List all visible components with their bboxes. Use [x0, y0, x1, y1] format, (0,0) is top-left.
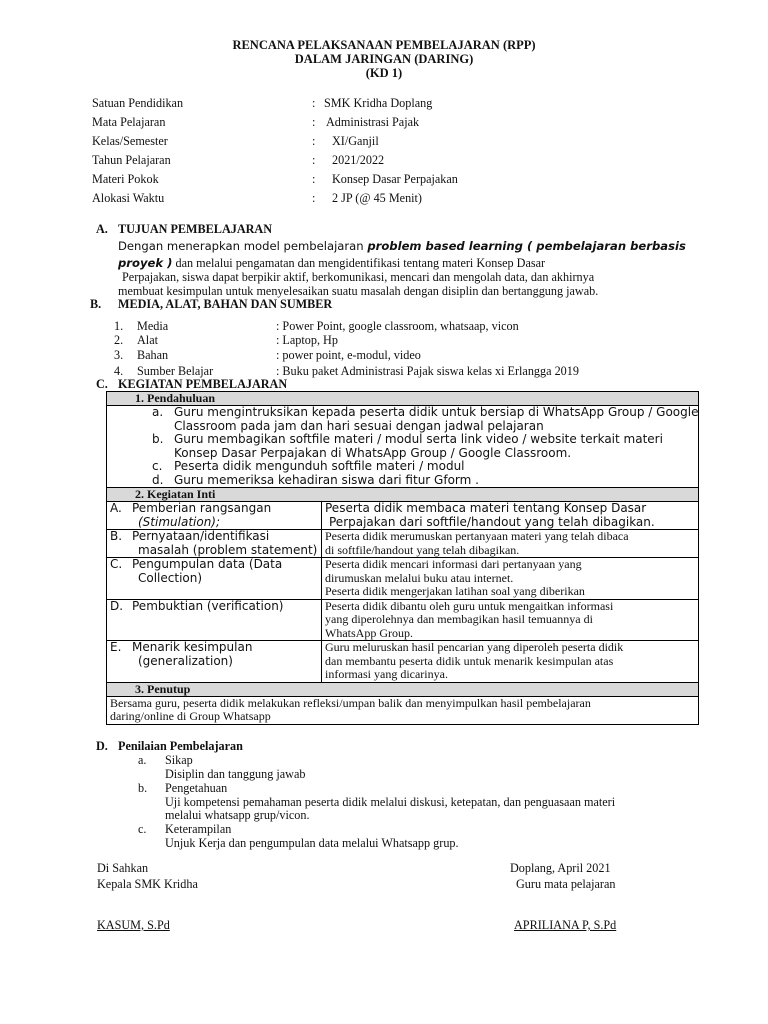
- table-row: [107, 502, 699, 530]
- section-a-text: dan melalui pengamatan dan mengidentifikasi tentang materi Konsep Dasar: [172, 256, 546, 270]
- identity-value: 2021/2022: [332, 153, 385, 167]
- section-c-title: KEGIATAN PEMBELAJARAN: [118, 377, 288, 391]
- pendahuluan-header: 1. Pendahuluan: [107, 392, 699, 406]
- section-a-para: [118, 239, 686, 253]
- list-item: d. Guru memeriksa kehadiran siswa dari fitur Gform .: [152, 472, 479, 487]
- section-d-letter: D.: [96, 739, 108, 753]
- assessment-head: Keterampilan: [165, 822, 232, 836]
- section-a-emphasis: problem based learning ( pembelajaran berbasis: [367, 239, 686, 253]
- activity-cell: Peserta didik merumuskan pertanyaan materi yang telah dibaca di softfile/handout yang telah dibagikan.: [322, 530, 699, 558]
- step-cell: E. Menarik kesimpulan (generalization): [107, 641, 322, 683]
- teacher-title: Guru mata pelajaran: [516, 877, 616, 891]
- assessment-head: Sikap: [165, 753, 193, 767]
- assessment-text: Uji kompetensi pemahaman peserta didik melalui diskusi, ketepatan, dan penguasaan materi: [165, 795, 616, 809]
- identity-value: Konsep Dasar Perpajakan: [332, 172, 458, 186]
- media-label: Sumber Belajar: [137, 364, 214, 378]
- penutup-header: 3. Penutup: [107, 682, 699, 696]
- penutup-body: Bersama guru, peserta didik melakukan refleksi/umpan balik dan menyimpulkan hasil pembelajaran daring/online di Group Whatsapp: [107, 696, 699, 724]
- media-value: : Power Point, google classroom, whatsaap, vicon: [276, 319, 519, 333]
- list-item-cont: Classroom pada jam dan hari sesuai dengan jadwal pelajaran: [174, 418, 544, 433]
- identity-colon: :: [312, 115, 316, 129]
- section-a-emphasis: proyek ): [118, 256, 173, 270]
- section-a-text: membuat kesimpulan untuk menyelesaikan suatu masalah dengan disiplin dan bertanggung jawab.: [118, 284, 599, 298]
- section-a-text: Dengan menerapkan model pembelajaran: [118, 239, 368, 253]
- step-cell: D. Pembuktian (verification): [107, 599, 322, 641]
- principal-title: Kepala SMK Kridha: [97, 877, 198, 891]
- activity-cell: Peserta didik mencari informasi dari pertanyaan yang dirumuskan melalui buku atau internet. Peserta didik mengerjakan latihan soal yang diberikan: [322, 558, 699, 600]
- assessment-text: Disiplin dan tanggung jawab: [165, 767, 306, 781]
- media-num: 2.: [114, 333, 124, 347]
- section-a-para: [118, 256, 545, 271]
- assessment-text: melalui whatsapp grup/vicon.: [165, 808, 310, 822]
- identity-label: Mata Pelajaran: [92, 115, 166, 129]
- list-item: a. Guru mengintruksikan kepada peserta didik untuk bersiap di WhatsApp Group / Google: [152, 405, 699, 419]
- section-a-title: TUJUAN PEMBELAJARAN: [118, 222, 273, 236]
- identity-colon: :: [312, 191, 316, 205]
- media-label: Alat: [137, 333, 158, 347]
- identity-colon: :: [312, 134, 316, 148]
- assessment-letter: a.: [138, 753, 147, 767]
- activity-cell: Peserta didik dibantu oleh guru untuk mengaitkan informasi yang diperolehnya dan membagikan hasil temuannya di WhatsApp Group.: [322, 599, 699, 641]
- list-item-cont: Konsep Dasar Perpajakan di WhatsApp Group / Google Classroom.: [174, 445, 572, 460]
- table-row: [107, 599, 699, 641]
- activity-cell: Guru meluruskan hasil pencarian yang diperoleh peserta didik dan membantu peserta didik untuk menarik kesimpulan atas informasi yang dicarinya.: [322, 641, 699, 683]
- place-date: Doplang, April 2021: [510, 861, 611, 875]
- media-value: : Laptop, Hp: [276, 333, 338, 347]
- pendahuluan-body: [107, 406, 699, 488]
- identity-value: 2 JP (@ 45 Menit): [332, 191, 422, 205]
- inti-header: 2. Kegiatan Inti: [107, 488, 699, 502]
- media-num: 1.: [114, 319, 124, 333]
- section-d-title: Penilaian Pembelajaran: [118, 739, 243, 753]
- table-row: [107, 641, 699, 683]
- teacher-name: APRILIANA P, S.Pd: [514, 918, 617, 932]
- list-item: c. Peserta didik mengunduh softfile materi / modul: [152, 459, 465, 473]
- assessment-head: Pengetahuan: [165, 781, 228, 795]
- table-row: [107, 530, 699, 558]
- assessment-letter: c.: [138, 822, 147, 836]
- approval-label: Di Sahkan: [97, 861, 149, 875]
- principal-name: KASUM, S.Pd: [97, 918, 170, 932]
- identity-value: SMK Kridha Doplang: [324, 96, 433, 110]
- assessment-text: Unjuk Kerja dan pengumpulan data melalui Whatsapp grup.: [165, 836, 459, 850]
- identity-value: XI/Ganjil: [332, 134, 379, 148]
- doc-title-line3: (KD 1): [365, 66, 403, 80]
- step-cell: A. Pemberian rangsangan (Stimulation);: [107, 502, 322, 530]
- media-label: Bahan: [137, 348, 169, 362]
- kegiatan-table: [106, 391, 699, 725]
- identity-colon: :: [312, 172, 316, 186]
- identity-label: Alokasi Waktu: [92, 191, 165, 205]
- activity-cell: Peserta didik membaca materi tentang Konsep Dasar Perpajakan dari softfile/handout yang telah dibagikan.: [322, 502, 699, 530]
- identity-value: Administrasi Pajak: [326, 115, 420, 129]
- assessment-letter: b.: [138, 781, 148, 795]
- list-item: b. Guru membagikan softfile materi / modul serta link video / website terkait materi: [152, 432, 663, 446]
- identity-label: Kelas/Semester: [92, 134, 168, 148]
- media-num: 3.: [114, 348, 124, 362]
- media-label: Media: [137, 319, 169, 333]
- doc-title-line2: DALAM JARINGAN (DARING): [294, 52, 474, 66]
- section-a-letter: A.: [96, 222, 108, 236]
- identity-colon: :: [312, 96, 316, 110]
- media-value: : power point, e-modul, video: [276, 348, 421, 362]
- doc-title-line1: RENCANA PELAKSANAAN PEMBELAJARAN (RPP): [232, 38, 536, 52]
- table-row: [107, 558, 699, 600]
- section-b-title: MEDIA, ALAT, BAHAN DAN SUMBER: [118, 297, 333, 311]
- identity-colon: :: [312, 153, 316, 167]
- section-c-letter: C.: [96, 377, 108, 391]
- media-value: : Buku paket Administrasi Pajak siswa kelas xi Erlangga 2019: [276, 364, 579, 378]
- media-num: 4.: [114, 364, 124, 378]
- identity-label: Satuan Pendidikan: [92, 96, 184, 110]
- section-b-letter: B.: [90, 297, 102, 311]
- identity-label: Materi Pokok: [92, 172, 159, 186]
- identity-label: Tahun Pelajaran: [92, 153, 171, 167]
- step-cell: B. Pernyataan/identifikasi masalah (problem statement): [107, 530, 322, 558]
- step-cell: C. Pengumpulan data (Data Collection): [107, 558, 322, 600]
- section-a-text: Perpajakan, siswa dapat berpikir aktif, berkomunikasi, mencari dan mengolah data, dan akhirnya: [122, 270, 595, 284]
